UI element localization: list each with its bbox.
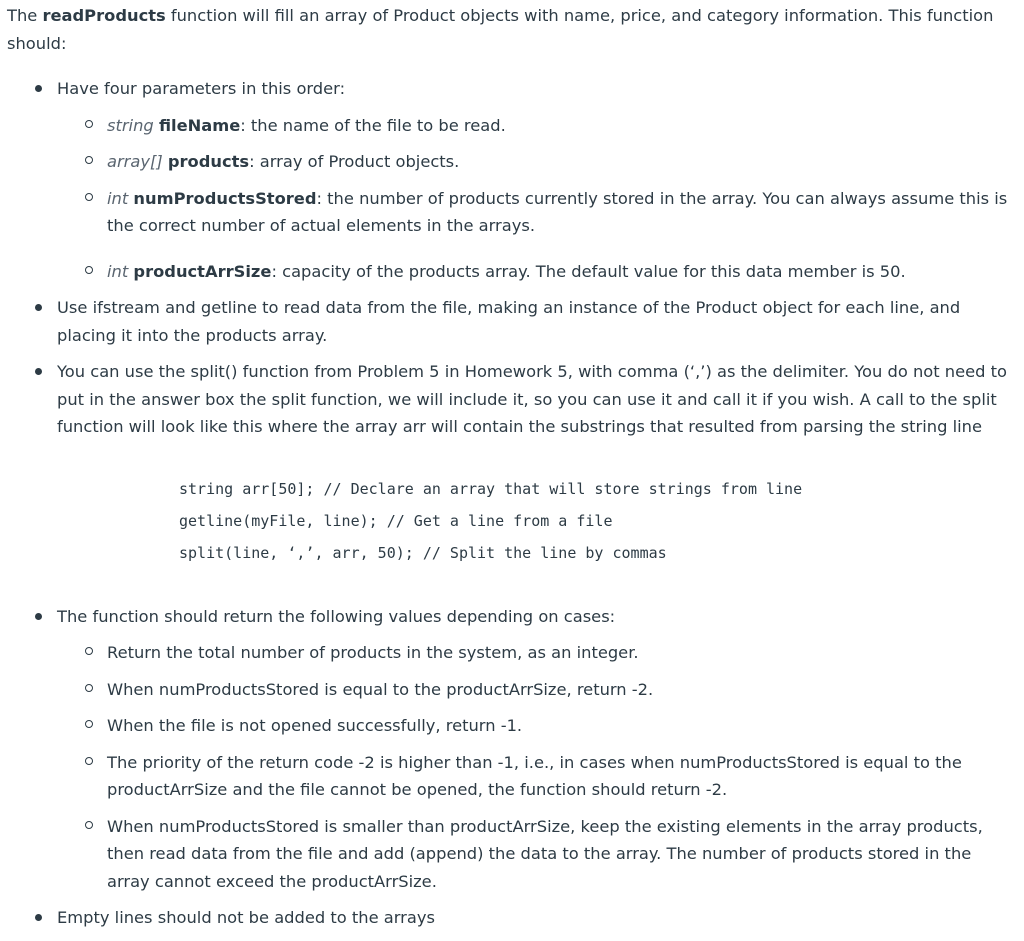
param-desc: : the name of the file to be read. — [240, 115, 506, 135]
code-block — [179, 473, 1016, 569]
param-type: string — [107, 115, 154, 135]
list-item-empty-lines: Empty lines should not be added to the arrays — [57, 904, 1016, 932]
return-item: When numProductsStored is smaller than productArrSize, keep the existing elements in the array products, then read data from the file and add (append) the data to the array. The number of products stored in the array cannot exceed the productArrSize. — [107, 813, 1016, 896]
param-item — [107, 148, 1016, 176]
param-type: array[] — [107, 152, 163, 171]
return-item: Return the total number of products in the system, as an integer. — [107, 639, 1016, 667]
param-item — [107, 112, 1016, 140]
returns-list — [57, 639, 1016, 895]
param-name: fileName — [158, 115, 241, 135]
intro-text-before: The — [7, 6, 43, 25]
returns-heading: The function should return the following values depending on cases: — [57, 606, 616, 626]
param-type: int — [107, 261, 129, 281]
param-desc: : capacity of the products array. The default value for this data member is 50. — [271, 261, 906, 281]
param-desc: : array of Product objects. — [249, 152, 460, 171]
return-item: When the file is not opened successfully, return -1. — [107, 712, 1016, 740]
param-item — [107, 258, 1016, 286]
list-item-parameters — [57, 75, 1016, 285]
param-item — [107, 185, 1016, 240]
return-item: When numProductsStored is equal to the productArrSize, return -2. — [107, 676, 1016, 704]
parameters-heading: Have four parameters in this order: — [57, 79, 346, 98]
param-name: productArrSize — [133, 261, 272, 281]
intro-text-after: function will fill an array of Product objects with name, price, and category information. This function should: — [7, 6, 994, 53]
list-item-ifstream: Use ifstream and getline to read data from the file, making an instance of the Product object for each line, and placing it into the products array. — [57, 294, 1016, 349]
function-name: readProducts — [42, 6, 166, 25]
list-item-returns — [57, 603, 1016, 896]
param-name: products — [167, 152, 250, 171]
param-desc: : the number of products currently stored in the array. You can always assume this is the correct number of actual elements in the arrays. — [107, 188, 1008, 235]
split-text: You can use the split() function from Problem 5 in Homework 5, with comma (‘,’) as the delimiter. You do not need to put in the answer box the split function, we will include it, so you can use it and call it if you wish. A call to the split function will look like this where the array arr will contain the substrings that resulted from parsing the string line — [57, 362, 1008, 436]
param-type: int — [107, 188, 129, 208]
code-line: getline(myFile, line); // Get a line from a file — [179, 511, 613, 530]
code-line: string arr[50]; // Declare an array that will store strings from line — [179, 479, 803, 498]
param-name: numProductsStored — [133, 188, 317, 208]
code-line: split(line, ‘,’, arr, 50); // Split the line by commas — [179, 543, 667, 562]
list-item-split — [57, 358, 1016, 569]
requirements-list — [7, 75, 1016, 932]
intro-paragraph — [7, 2, 1016, 57]
parameters-list — [57, 112, 1016, 286]
return-item: The priority of the return code -2 is higher than -1, i.e., in cases when numProductsStored is equal to the productArrSize and the file cannot be opened, the function should return -2. — [107, 749, 1016, 804]
